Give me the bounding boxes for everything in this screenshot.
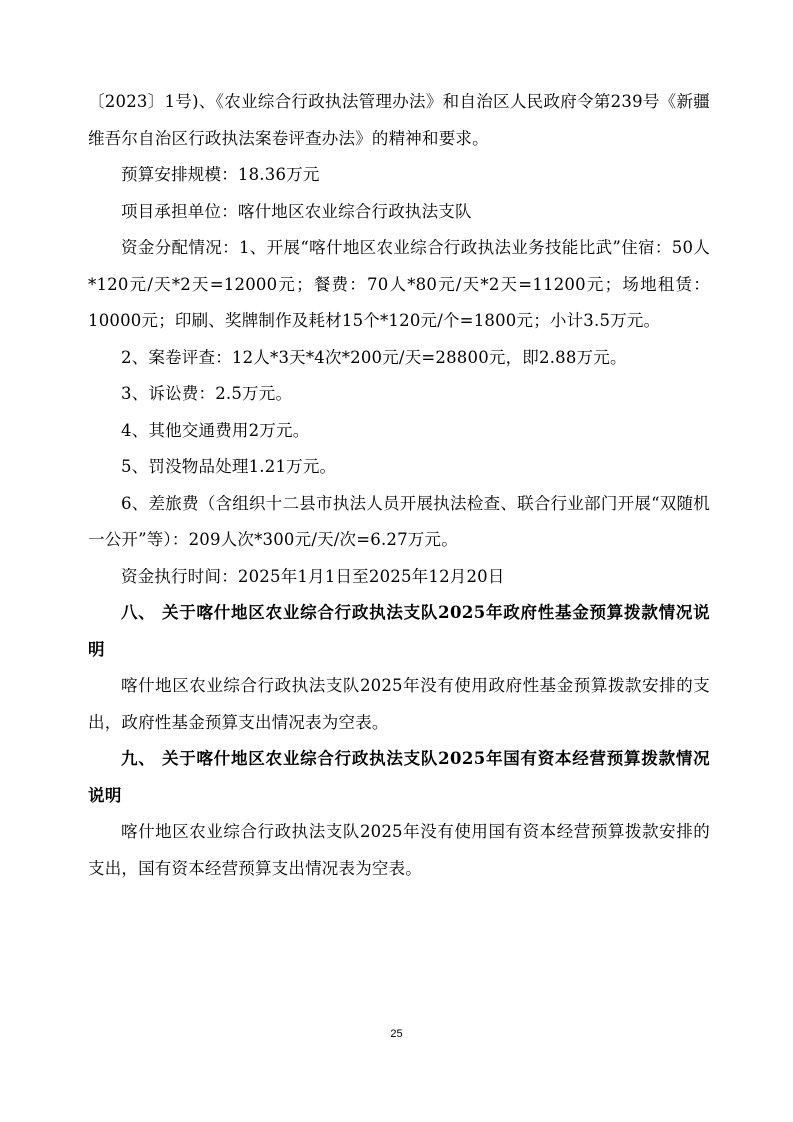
paragraph-fund-allocation: 资金分配情况：1、开展“喀什地区农业综合行政执法业务技能比武”住宿：50人*120元/天*2天=12000元；餐费：70人*80元/天*2天=11200元；场地租赁：10000元；印刷、奖牌制作及耗材15个*120元/个=1800元；小计3.5万元。 bbox=[88, 238, 710, 330]
paragraph-travel-expenses: 6、差旅费（含组织十二县市执法人员开展执法检查、联合行业部门开展“双随机一公开”等）：209人次*300元/天/次=6.27万元。 bbox=[88, 493, 710, 549]
paragraph-government-fund-note: 喀什地区农业综合行政执法支队2025年没有使用政府性基金预算拨款安排的支出，政府性基金预算支出情况表为空表。 bbox=[88, 676, 710, 732]
paragraph-transport-fee: 4、其他交通费用2万元。 bbox=[121, 420, 310, 440]
document-body bbox=[88, 84, 710, 887]
paragraph-confiscated-items: 5、罚没物品处理1.21万元。 bbox=[121, 457, 337, 476]
paragraph-project-unit: 项目承担单位：喀什地区农业综合行政执法支队 bbox=[121, 201, 472, 221]
paragraph-state-capital-note: 喀什地区农业综合行政执法支队2025年没有使用国有资本经营预算拨款安排的支出，国有资本经营预算支出情况表为空表。 bbox=[88, 822, 710, 878]
paragraph-case-review: 2、案卷评查：12人*3天*4次*200元/天=28800元，即2.88万元。 bbox=[121, 347, 627, 367]
paragraph-litigation-fee: 3、诉讼费：2.5万元。 bbox=[121, 384, 293, 403]
paragraph-budget-scale: 预算安排规模：18.36万元 bbox=[121, 165, 320, 184]
paragraph-regulation-reference: 〔2023〕1号)、《农业综合行政执法管理办法》和自治区人民政府令第239号《新疆维吾尔自治区行政执法案卷评查办法》的精神和要求。 bbox=[88, 92, 710, 148]
paragraph-execution-period: 资金执行时间：2025年1月1日至2025年12月20日 bbox=[121, 566, 505, 586]
section-heading-government-fund: 八、 关于喀什地区农业综合行政执法支队2025年政府性基金预算拨款情况说明 bbox=[88, 603, 710, 659]
page-number: 25 bbox=[390, 1028, 403, 1040]
section-heading-state-capital: 九、 关于喀什地区农业综合行政执法支队2025年国有资本经营预算拨款情况说明 bbox=[88, 749, 710, 805]
